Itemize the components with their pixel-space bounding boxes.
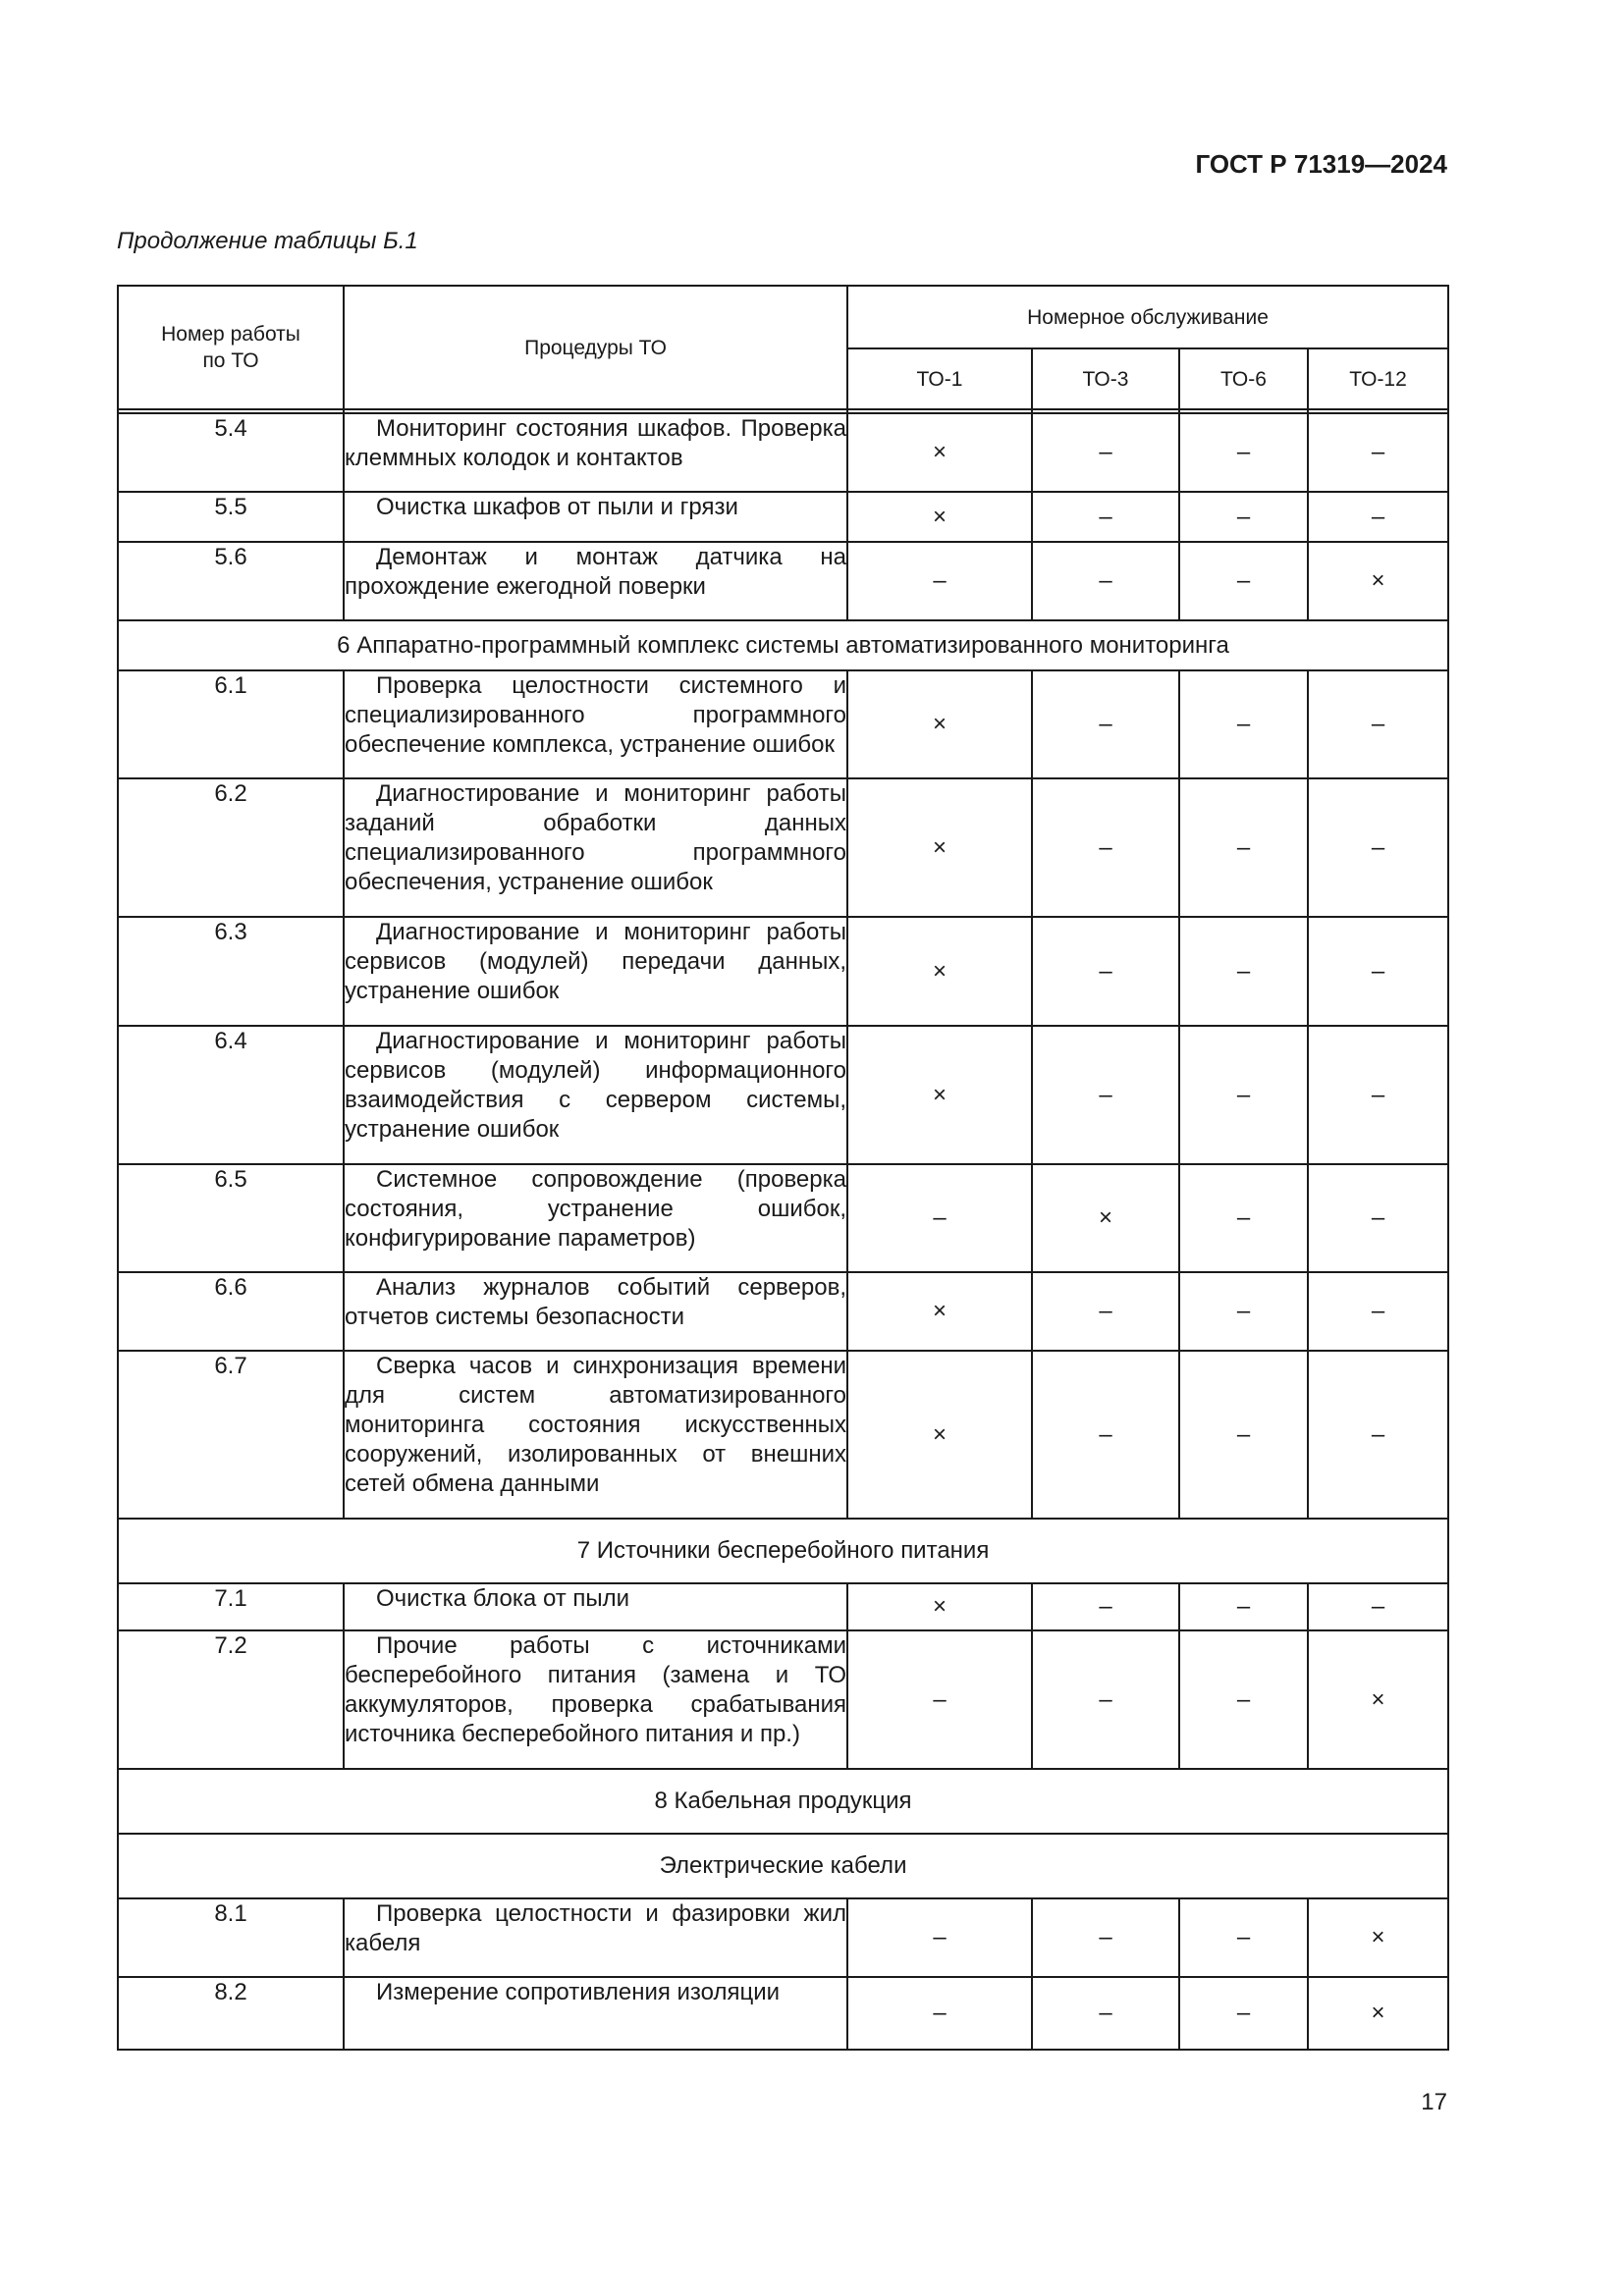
row-procedure: Диагностирование и мониторинг работы заданий обработки данных специализированного программного обеспечения, устранение ошибок bbox=[344, 778, 847, 917]
maintenance-table bbox=[117, 285, 1449, 2051]
row-number: 6.7 bbox=[118, 1351, 344, 1519]
mark-to6: – bbox=[1179, 1977, 1308, 2050]
mark-to12: – bbox=[1308, 1026, 1448, 1164]
row-procedure: Диагностирование и мониторинг работы сервисов (модулей) передачи данных, устранение ошибок bbox=[344, 917, 847, 1026]
header-to12: ТО-12 bbox=[1308, 348, 1448, 409]
mark-to3: – bbox=[1032, 413, 1179, 492]
table-row bbox=[118, 1026, 1448, 1164]
mark-to12: – bbox=[1308, 1272, 1448, 1351]
section-title: 8 Кабельная продукция bbox=[118, 1769, 1448, 1834]
section-title: 6 Аппаратно-программный комплекс системы автоматизированного мониторинга bbox=[118, 620, 1448, 670]
mark-to6: – bbox=[1179, 492, 1308, 542]
mark-to12: – bbox=[1308, 670, 1448, 778]
table-row bbox=[118, 413, 1448, 492]
header-to1: ТО-1 bbox=[847, 348, 1032, 409]
mark-to3: – bbox=[1032, 670, 1179, 778]
mark-to3: – bbox=[1032, 542, 1179, 620]
header-to3: ТО-3 bbox=[1032, 348, 1179, 409]
header-work-number: Номер работы по ТО bbox=[118, 286, 344, 409]
mark-to6: – bbox=[1179, 1630, 1308, 1769]
table-row bbox=[118, 492, 1448, 542]
header-procedures: Процедуры ТО bbox=[344, 286, 847, 409]
mark-to12: × bbox=[1308, 1898, 1448, 1977]
mark-to6: – bbox=[1179, 917, 1308, 1026]
row-procedure: Системное сопровождение (проверка состояния, устранение ошибок, конфигурирование параметров) bbox=[344, 1164, 847, 1272]
mark-to6: – bbox=[1179, 1898, 1308, 1977]
mark-to12: × bbox=[1308, 1630, 1448, 1769]
row-number: 5.6 bbox=[118, 542, 344, 620]
mark-to12: – bbox=[1308, 1583, 1448, 1630]
mark-to3: – bbox=[1032, 1630, 1179, 1769]
row-number: 6.5 bbox=[118, 1164, 344, 1272]
row-procedure: Диагностирование и мониторинг работы сервисов (модулей) информационного взаимодействия с сервером системы, устранение ошибок bbox=[344, 1026, 847, 1164]
header-service: Номерное обслуживание bbox=[847, 286, 1448, 348]
mark-to1: × bbox=[847, 492, 1032, 542]
row-procedure: Мониторинг состояния шкафов. Проверка клеммных колодок и контактов bbox=[344, 413, 847, 492]
row-number: 6.4 bbox=[118, 1026, 344, 1164]
mark-to3: – bbox=[1032, 1026, 1179, 1164]
mark-to6: – bbox=[1179, 778, 1308, 917]
table-row bbox=[118, 1351, 1448, 1519]
mark-to1: × bbox=[847, 1026, 1032, 1164]
row-number: 6.2 bbox=[118, 778, 344, 917]
mark-to3: – bbox=[1032, 1583, 1179, 1630]
mark-to3: – bbox=[1032, 917, 1179, 1026]
row-number: 8.1 bbox=[118, 1898, 344, 1977]
mark-to1: × bbox=[847, 778, 1032, 917]
row-number: 7.1 bbox=[118, 1583, 344, 1630]
row-number: 6.3 bbox=[118, 917, 344, 1026]
mark-to6: – bbox=[1179, 1164, 1308, 1272]
mark-to6: – bbox=[1179, 542, 1308, 620]
mark-to12: – bbox=[1308, 413, 1448, 492]
document-id: ГОСТ Р 71319—2024 bbox=[1195, 149, 1447, 179]
section-row bbox=[118, 1519, 1448, 1583]
mark-to6: – bbox=[1179, 1026, 1308, 1164]
mark-to3: – bbox=[1032, 1351, 1179, 1519]
row-number: 6.6 bbox=[118, 1272, 344, 1351]
row-procedure: Сверка часов и синхронизация времени для систем автоматизированного мониторинга состояния искусственных сооружений, изолированных от внешних сетей обмена данными bbox=[344, 1351, 847, 1519]
section-title: 7 Источники бесперебойного питания bbox=[118, 1519, 1448, 1583]
mark-to1: × bbox=[847, 917, 1032, 1026]
mark-to12: × bbox=[1308, 1977, 1448, 2050]
mark-to1: × bbox=[847, 670, 1032, 778]
table-row bbox=[118, 1898, 1448, 1977]
row-procedure: Прочие работы с источниками бесперебойного питания (замена и ТО аккумуляторов, проверка срабатывания источника бесперебойного питания и пр.) bbox=[344, 1630, 847, 1769]
mark-to12: – bbox=[1308, 1351, 1448, 1519]
mark-to1: – bbox=[847, 1898, 1032, 1977]
mark-to3: – bbox=[1032, 1898, 1179, 1977]
table-row bbox=[118, 1583, 1448, 1630]
table-row bbox=[118, 917, 1448, 1026]
header-to6: ТО-6 bbox=[1179, 348, 1308, 409]
mark-to6: – bbox=[1179, 1272, 1308, 1351]
mark-to3: – bbox=[1032, 1272, 1179, 1351]
section-row bbox=[118, 620, 1448, 670]
row-procedure: Анализ журналов событий серверов, отчетов системы безопасности bbox=[344, 1272, 847, 1351]
row-procedure: Проверка целостности системного и специализированного программного обеспечение комплекса, устранение ошибок bbox=[344, 670, 847, 778]
mark-to12: – bbox=[1308, 1164, 1448, 1272]
mark-to1: × bbox=[847, 1351, 1032, 1519]
row-procedure: Очистка блока от пыли bbox=[344, 1583, 847, 1630]
subsection-title: Электрические кабели bbox=[118, 1834, 1448, 1898]
row-number: 6.1 bbox=[118, 670, 344, 778]
row-procedure: Демонтаж и монтаж датчика на прохождение ежегодной поверки bbox=[344, 542, 847, 620]
section-row bbox=[118, 1769, 1448, 1834]
mark-to6: – bbox=[1179, 413, 1308, 492]
mark-to12: – bbox=[1308, 778, 1448, 917]
subsection-row bbox=[118, 1834, 1448, 1898]
mark-to1: – bbox=[847, 1164, 1032, 1272]
mark-to12: × bbox=[1308, 542, 1448, 620]
table-row bbox=[118, 1272, 1448, 1351]
mark-to6: – bbox=[1179, 1351, 1308, 1519]
mark-to1: × bbox=[847, 1272, 1032, 1351]
table-row bbox=[118, 1630, 1448, 1769]
row-procedure: Измерение сопротивления изоляции bbox=[344, 1977, 847, 2050]
mark-to3: – bbox=[1032, 1977, 1179, 2050]
row-number: 5.4 bbox=[118, 413, 344, 492]
mark-to3: – bbox=[1032, 778, 1179, 917]
mark-to1: – bbox=[847, 1630, 1032, 1769]
row-procedure: Проверка целостности и фазировки жил кабеля bbox=[344, 1898, 847, 1977]
mark-to6: – bbox=[1179, 1583, 1308, 1630]
row-number: 5.5 bbox=[118, 492, 344, 542]
mark-to1: × bbox=[847, 413, 1032, 492]
row-number: 7.2 bbox=[118, 1630, 344, 1769]
mark-to12: – bbox=[1308, 917, 1448, 1026]
mark-to12: – bbox=[1308, 492, 1448, 542]
page-number: 17 bbox=[1421, 2089, 1447, 2115]
mark-to1: – bbox=[847, 542, 1032, 620]
table-row bbox=[118, 1164, 1448, 1272]
mark-to1: – bbox=[847, 1977, 1032, 2050]
row-number: 8.2 bbox=[118, 1977, 344, 2050]
table-caption: Продолжение таблицы Б.1 bbox=[117, 228, 418, 254]
mark-to6: – bbox=[1179, 670, 1308, 778]
mark-to1: × bbox=[847, 1583, 1032, 1630]
table-row bbox=[118, 670, 1448, 778]
mark-to3: – bbox=[1032, 492, 1179, 542]
table-row bbox=[118, 778, 1448, 917]
mark-to3: × bbox=[1032, 1164, 1179, 1272]
table-row bbox=[118, 542, 1448, 620]
row-procedure: Очистка шкафов от пыли и грязи bbox=[344, 492, 847, 542]
table-row bbox=[118, 1977, 1448, 2050]
